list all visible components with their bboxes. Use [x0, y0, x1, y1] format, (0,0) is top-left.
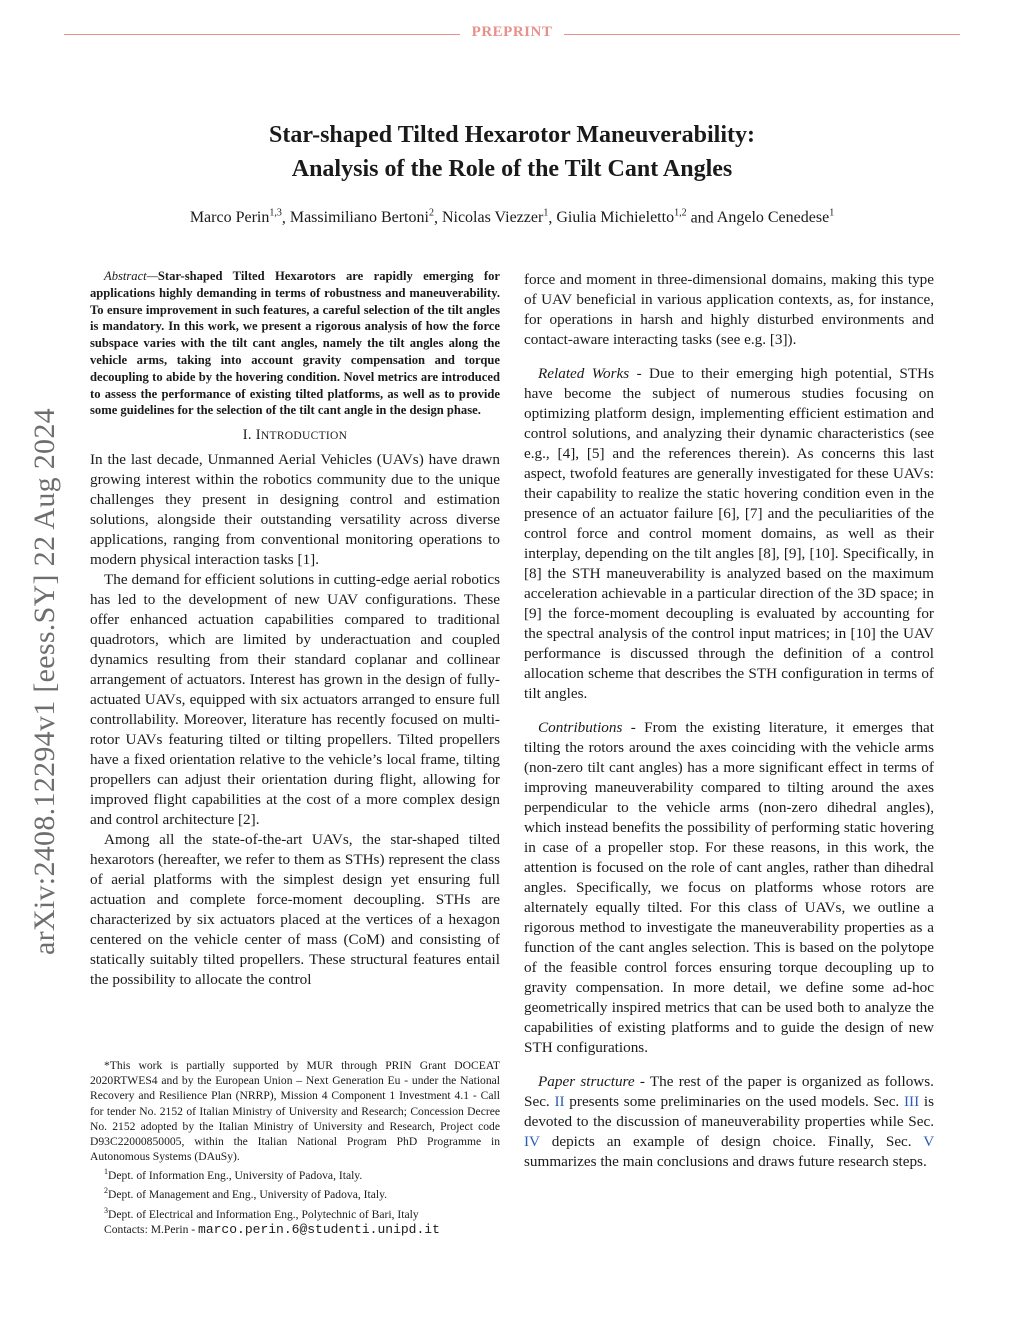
left-column — [90, 268, 500, 990]
paper-title — [0, 118, 1024, 186]
footnotes — [90, 1058, 500, 1237]
preprint-label: PREPRINT — [471, 24, 553, 40]
intro-continuation: force and moment in three-dimensional domains, making this type of UAV beneficial in various application contexts, as, for instance, for operations in harsh and highly disturbed environments and contact-aware interacting tasks (see e.g. [3]). — [524, 271, 934, 348]
title-line-1: Star-shaped Tilted Hexarotor Maneuverability: — [269, 122, 755, 148]
related-works-paragraph: Related Works - Due to their emerging high potential, STHs have become the subject of numerous studies focusing on optimizing platform design, implementing efficient estimation and control solutions, and analyzing their dynamic characteristics (see e.g., [4], [5] and the references therein). As concerns this last aspect, twofold features are generally investigated for these UAVs: their capability to realize the static hovering condition even in the presence of an actuator failure [6], [7] and the peculiarities of the control force and control moment domains, as well as their interplay, depending on the tilt angles [8], [9], [10]. Specifically, in [8] the STH maneuverability is analyzed based on the maximum acceleration achievable in a particular direction of the 3D space; in [9] the force-moment decoupling is evaluated by accounting for the spectral analysis of the control input matrices; in [10] the UAV performance is discussed through the definition of a control allocation scheme that describes the STH configuration in terms of tilt angles. — [524, 365, 934, 702]
author: Massimiliano Bertoni$^2$ — [289, 208, 434, 227]
author: Marco Perin$^{1,3}$ — [189, 208, 282, 227]
author: Angelo Cenedese$^1$ — [716, 208, 835, 227]
right-column — [524, 270, 934, 1172]
title-line-2: Analysis of the Role of the Tilt Cant Angles — [291, 156, 733, 182]
section-heading-introduction: I. INTRODUCTION — [242, 427, 348, 444]
abstract: Abstract—Star-shaped Tilted Hexarotors are rapidly emerging for applications highly demanding in terms of robustness and maneuverability. To ensure improvement in such features, a careful selection of the tilt angles is mandatory. In this work, we present a rigorous analysis of how the force subspace varies with the tilt cant angles, namely the tilt angles along the vehicle arms, taking into account gravity compensation and torque decoupling to abide by the hovering condition. Novel metrics are introduced to assess the performance of existing tilted platforms, as well as to provide some guidelines for the selection of the tilt cant angle in the design phase. — [90, 269, 500, 418]
paper-structure-label: Paper structure - — [538, 1073, 645, 1090]
paper-structure-paragraph: Paper structure - The rest of the paper is organized as follows. Sec. II presents some preliminaries on the used models. Sec. III is devoted to the discussion of maneuverability properties while Sec. IV depicts an example of design choice. Finally, Sec. V summarizes the main conclusions and draws future research steps. — [524, 1073, 934, 1170]
contributions-label: Contributions - — [538, 719, 636, 736]
affiliation-footnote: $^1$Dept. of Information Eng., University of Padova, Italy. — [104, 1167, 363, 1183]
affiliation-footnote: $^2$Dept. of Management and Eng., University of Padova, Italy. — [104, 1186, 388, 1202]
author: Giulia Michieletto$^{1,2}$ — [556, 208, 687, 227]
intro-paragraph-1: In the last decade, Unmanned Aerial Vehicles (UAVs) have drawn growing interest within the robotics community due to the unique challenges they present in designing control and estimation solutions, alongside their outstanding versatility across diverse applications, ranging from conventional monitoring operations to modern physical interaction tasks [1]. — [90, 451, 500, 569]
contacts-footnote: Contacts: M.Perin - marco.perin.6@studenti.unipd.it — [104, 1221, 440, 1237]
intro-paragraph-2: The demand for efficient solutions in cutting-edge aerial robotics has led to the development of new UAV configurations. These offer enhanced actuation capabilities compared to traditional quadrotors, which are limited by underactuation and coupled dynamics resulting from their standard coplanar and collinear arrangement of actuators. Interest has grown in the design of fully-actuated UAVs, equipped with six actuators arranged to ensure full controllability. Moreover, literature has recently focused on multi-rotor UAVs featuring tilted or tilting propellers. Tilted propellers have a fixed orientation relative to the vehicle’s local frame, tilting propellers can adjust their orientation during flight, allowing for improved flight capabilities at the cost of a more complex design and control architecture [2]. — [90, 571, 500, 829]
related-works-label: Related Works - — [538, 365, 642, 382]
section-ref-link[interactable]: IV — [524, 1133, 540, 1150]
contributions-paragraph: Contributions - From the existing literature, it emerges that tilting the rotors around the axes coinciding with the vehicle arms (non-zero tilt cant angles) has a more significant effect in terms of improving maneuverability compared to tilting around the axes perpendicular to the vehicle arms (non-zero dihedral angles), which instead benefits the possibility of performing static hovering in case of a propeller stop. For these reasons, in this work, the attention is focused on the role of cant angles, rather than dihedral angles. Specifically, we focus on platforms whose rotors are alternately equally tilted. For this class of UAVs, we outline a rigorous method to investigate the maneuverability properties as a function of the cant angles selection. This is based on the polytope of the feasible control forces ensuring torque decoupling up to gravity compensation. In more detail, we define some ad-hoc geometrically inspired metrics that can be used both to analyze the capabilities of existing platforms and to guide the design of new STH configurations. — [524, 719, 935, 1056]
header-rule-right — [564, 34, 960, 35]
intro-paragraph-3: Among all the state-of-the-art UAVs, the star-shaped tilted hexarotors (hereafter, we refer to them as STHs) represent the class of aerial platforms with the simplest design yet ensuring full actuation and complete force-moment decoupling. STHs are characterized by six actuators placed at the vertices of a hexagon centered on the vehicle center of mass (CoM) and consisting of statically suitably tilted propellers. These structural features entail the possibility to allocate the control — [90, 831, 500, 989]
abstract-text: Star-shaped Tilted Hexarotors are rapidly emerging for applications highly demanding in terms of robustness and maneuverability. To ensure improvement in such features, a careful selection of the tilt angles is mandatory. In this work, we present a rigorous analysis of how the force subspace varies with the tilt cant angles, namely the tilt angles along the vehicle arms, taking into account gravity compensation and torque decoupling to abide by the hovering condition. Novel metrics are introduced to assess the performance of existing tilted platforms, as well as to provide some guidelines for the selection of the tilt cant angle in the design phase. — [90, 269, 500, 418]
author-list: Marco Perin$^{1,3}$, Massimiliano Bertoni$^2$, Nicolas Viezzer$^1$, Giulia Michieletto$^{1,2}$ and Angelo Cenedese$^1$ — [189, 208, 835, 227]
affiliation-footnote: $^3$Dept. of Electrical and Information Eng., Polytechnic of Bari, Italy — [104, 1205, 419, 1221]
header-rule-left — [64, 34, 460, 35]
contact-email-link[interactable]: marco.perin.6@studenti.unipd.it — [198, 1221, 440, 1237]
arxiv-identifier: arXiv:2408.12294v1 [eess.SY] 22 Aug 2024 — [28, 408, 61, 955]
author: Nicolas Viezzer$^1$ — [441, 208, 549, 227]
funding-footnote: *This work is partially supported by MUR through PRIN Grant DOCEAT 2020RTWES4 and by the European Union – Next Generation Eu - under the National Recovery and Resilience Plan (NRRP), Mission 4 Component 1 Investment 4.1 - Call for tender No. 2152 of Italian Ministry of University and Research; Concession Decree No. 2152 adopted by the Italian Ministry of University and Research, Project code D93C22000850005, within the Italian National Program PhD Programme in Autonomous Systems (DAuSy). — [90, 1059, 500, 1164]
section-ref-link[interactable]: II — [554, 1093, 565, 1110]
section-ref-link[interactable]: III — [903, 1093, 920, 1110]
section-ref-link[interactable]: V — [923, 1133, 934, 1150]
